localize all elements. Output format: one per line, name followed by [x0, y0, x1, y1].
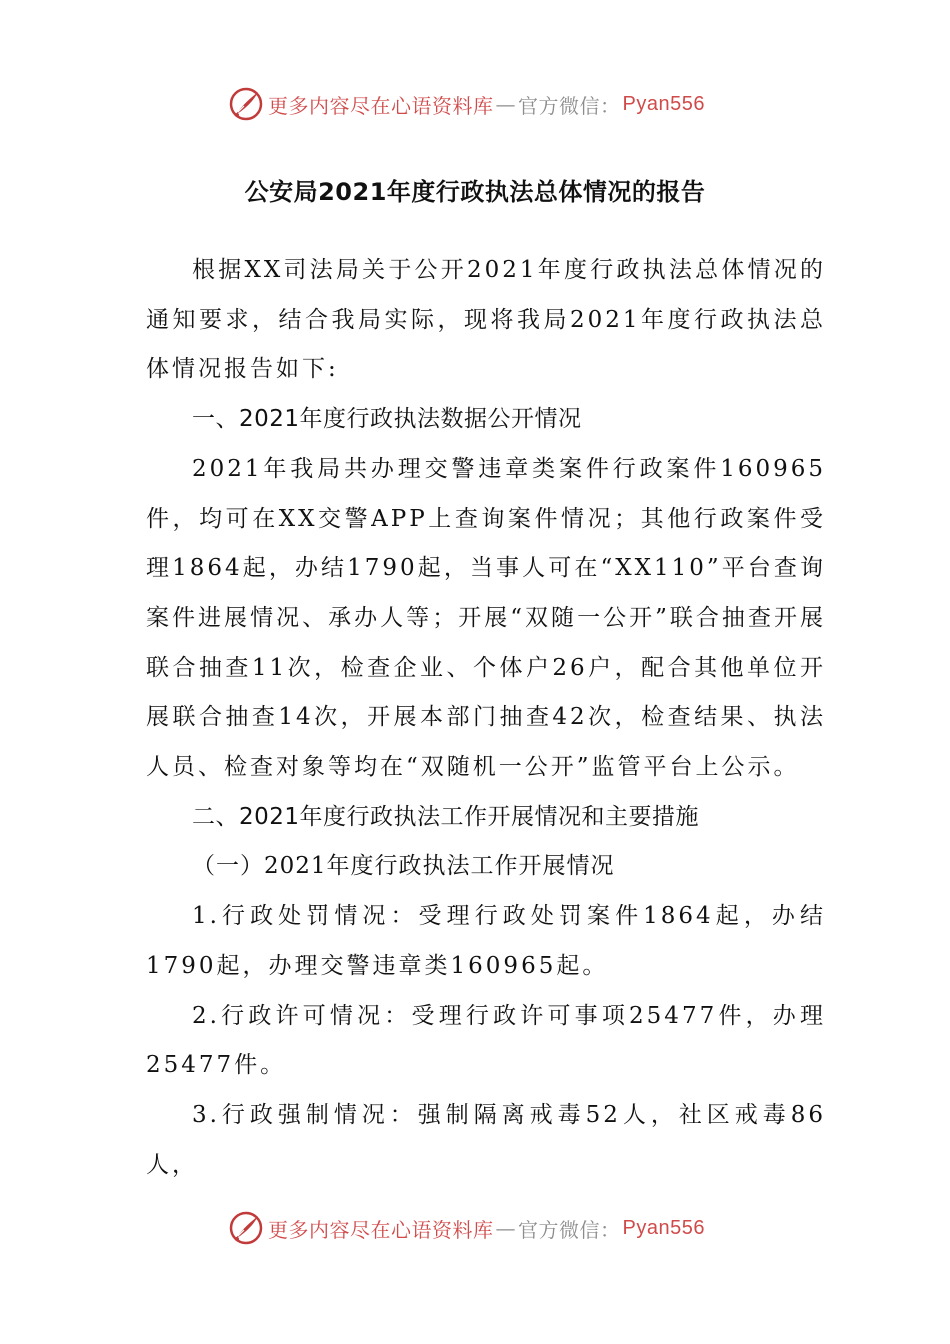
banner-text-red: 更多内容尽在心语资料库	[268, 1217, 494, 1242]
intro-paragraph: 根据XX司法局关于公开2021年度行政执法总体情况的通知要求，结合我局实际，现将我局2021年度行政执法总体情况报告如下:	[146, 257, 826, 383]
section2-subheading: （一）2021年度行政执法工作开展情况	[192, 853, 615, 880]
section1-heading: 一、2021年度行政执法数据公开情况	[192, 406, 582, 433]
banner-wechat-id: Pyan556	[622, 92, 705, 115]
quill-pen-logo-icon	[228, 1210, 264, 1246]
list-item: 3.行政强制情况：强制隔离戒毒52人，社区戒毒86人，	[146, 1101, 826, 1178]
banner-dash: —	[495, 92, 516, 116]
banner-text-gray: 官方微信：	[518, 1217, 621, 1242]
quill-pen-logo-icon	[228, 86, 264, 122]
footer-watermark-banner	[228, 1208, 705, 1248]
list-item: 2.行政许可情况：受理行政许可事项25477件，办理25477件。	[146, 1002, 826, 1079]
section2-heading: 二、2021年度行政执法工作开展情况和主要措施	[192, 803, 700, 830]
document-body	[146, 246, 826, 1190]
header-watermark-banner	[228, 84, 705, 124]
banner-wechat-id: Pyan556	[622, 1216, 705, 1239]
section1-paragraph: 2021年我局共办理交警违章类案件行政案件160965件，均可在XX交警APP上查询案件情况；其他行政案件受理1864起，办结1790起，当事人可在“XX110”平台查询案件进展情况、承办人等；开展“双随一公开”联合抽查开展联合抽查11次，检查企业、个体户26户，配合其他单位开展联合抽查14次，开展本部门抽查42次，检查结果、执法人员、检查对象等均在“双随机一公开”监管平台上公示。	[146, 455, 826, 781]
banner-text-red: 更多内容尽在心语资料库	[268, 93, 494, 118]
banner-text-gray: 官方微信：	[518, 93, 621, 118]
banner-dash: —	[495, 1216, 516, 1240]
list-item: 1.行政处罚情况：受理行政处罚案件1864起，办结1790起，办理交警违章类160965起。	[146, 903, 826, 979]
document-title: 公安局2021年度行政执法总体情况的报告	[244, 178, 706, 206]
